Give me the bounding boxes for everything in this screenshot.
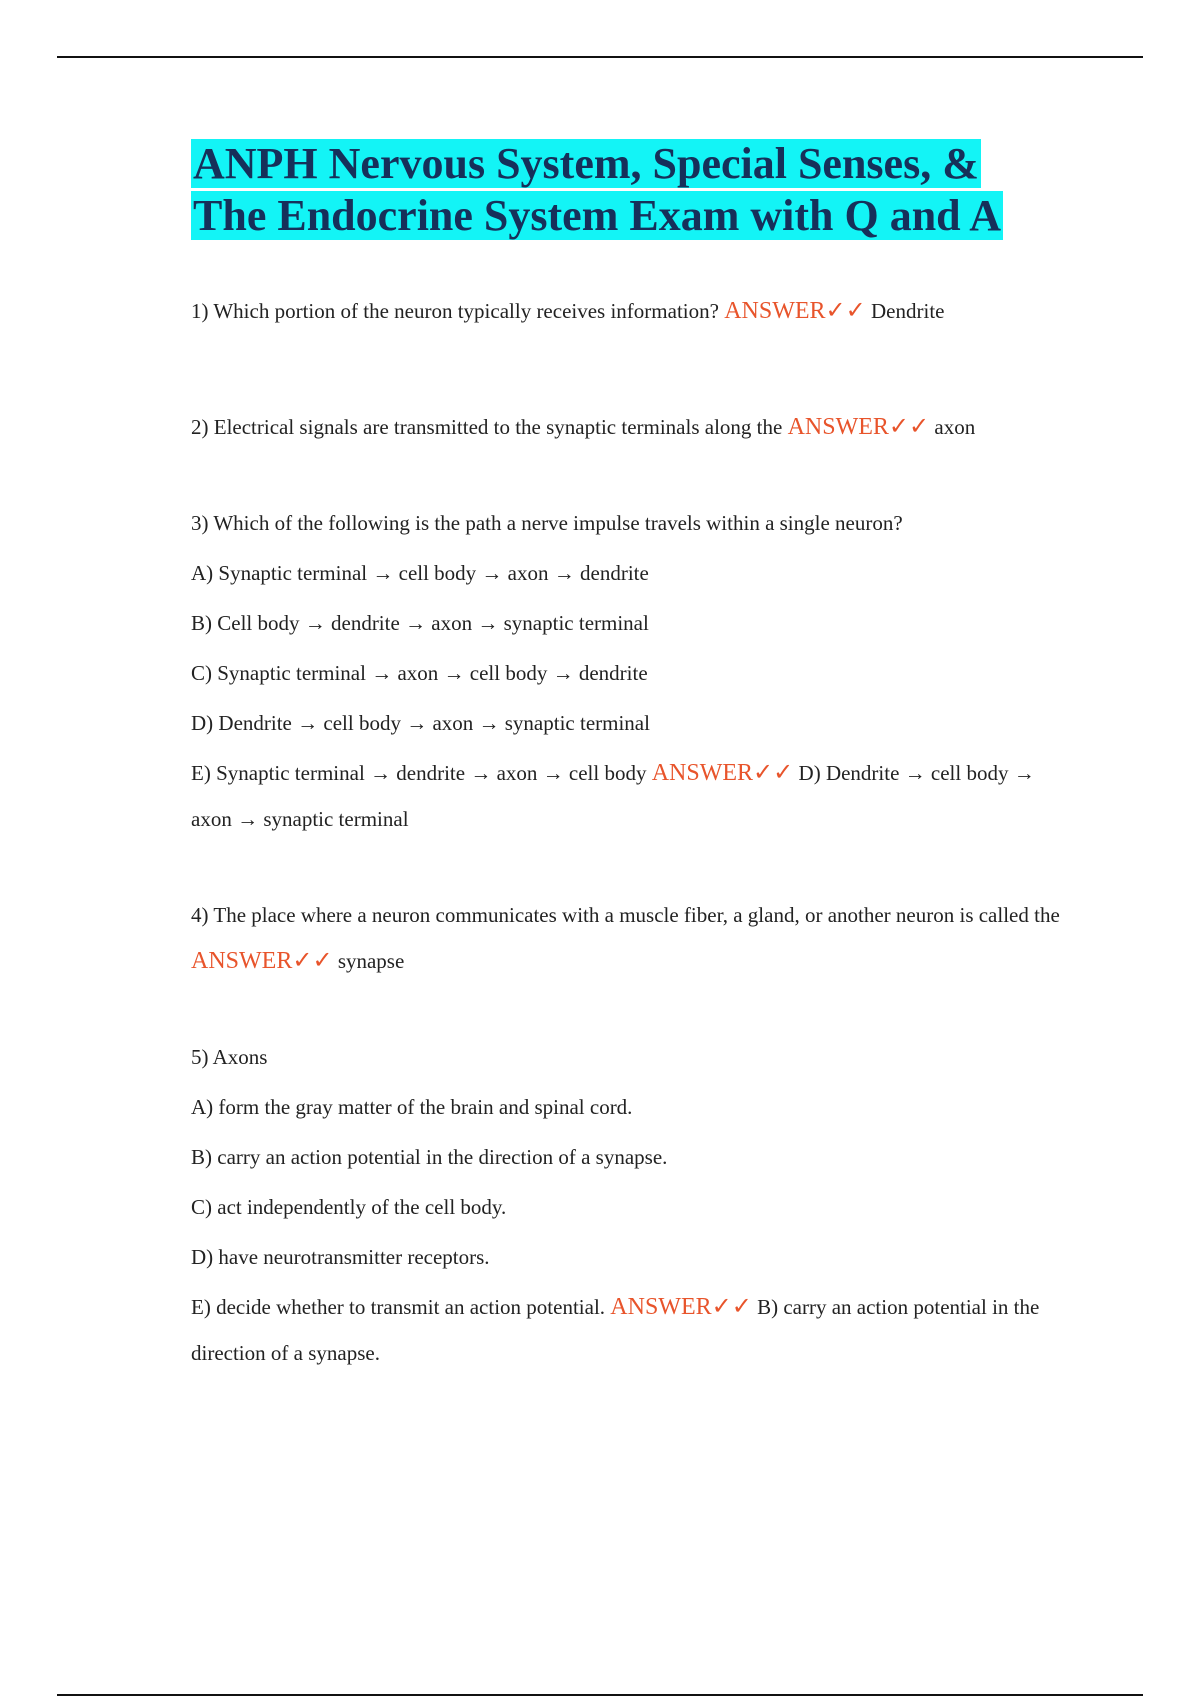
question-5-option: B) carry an action potential in the direction of a synapse.: [191, 1145, 668, 1169]
question-3-option-e: E) Synaptic terminal → dendrite → axon → cell body: [191, 761, 647, 785]
question-2: [191, 404, 1071, 450]
bottom-rule: [57, 1694, 1143, 1696]
question-5-option-last: [191, 1280, 1071, 1376]
question-5: [191, 1034, 1071, 1080]
question-3-option: C) Synaptic terminal → axon → cell body → dendrite: [191, 661, 648, 685]
question-3-option: B) Cell body → dendrite → axon → synaptic terminal: [191, 611, 649, 635]
question-2-stem: 2) Electrical signals are transmitted to the synaptic terminals along the: [191, 415, 783, 439]
question-3-stem: 3) Which of the following is the path a nerve impulse travels within a single neuron?: [191, 511, 903, 535]
question-2-answer: axon: [934, 415, 976, 439]
title-line-2: The Endocrine System Exam with Q and A: [193, 191, 1001, 240]
question-3-option: D) Dendrite → cell body → axon → synaptic terminal: [191, 711, 650, 735]
document-body: [191, 138, 1071, 1376]
question-5-option-e: E) decide whether to transmit an action potential.: [191, 1295, 606, 1319]
question-5-option: A) form the gray matter of the brain and spinal cord.: [191, 1095, 633, 1119]
question-5-answer: B) carry an action potential in the direction of a synapse.: [191, 1295, 1040, 1365]
question-4: [191, 892, 1071, 984]
question-4-answer: synapse: [337, 949, 405, 973]
answer-marker: ANSWER✓✓: [724, 298, 866, 324]
question-3-answer: D) Dendrite → cell body → axon → synaptic terminal: [191, 761, 1035, 831]
question-1-answer: Dendrite: [871, 299, 945, 323]
question-1: [191, 288, 1071, 334]
question-3: [191, 500, 1071, 546]
question-5-stem: 5) Axons: [191, 1045, 268, 1069]
document-title: [191, 138, 1071, 242]
answer-marker: ANSWER✓✓: [787, 414, 930, 440]
question-1-stem: 1) Which portion of the neuron typically receives information?: [191, 299, 719, 323]
question-3-option: A) Synaptic terminal → cell body → axon → dendrite: [191, 561, 649, 585]
title-line-1: ANPH Nervous System, Special Senses, &: [193, 139, 979, 188]
question-4-stem: 4) The place where a neuron communicates with a muscle fiber, a gland, or another neuron is called the: [191, 903, 1060, 927]
answer-marker: ANSWER✓✓: [651, 760, 794, 786]
top-rule: [57, 56, 1143, 58]
question-3-option-last: [191, 746, 1071, 842]
answer-marker: ANSWER✓✓: [191, 948, 333, 974]
question-5-option: D) have neurotransmitter receptors.: [191, 1245, 490, 1269]
question-5-option: C) act independently of the cell body.: [191, 1195, 507, 1219]
answer-marker: ANSWER✓✓: [610, 1294, 752, 1320]
